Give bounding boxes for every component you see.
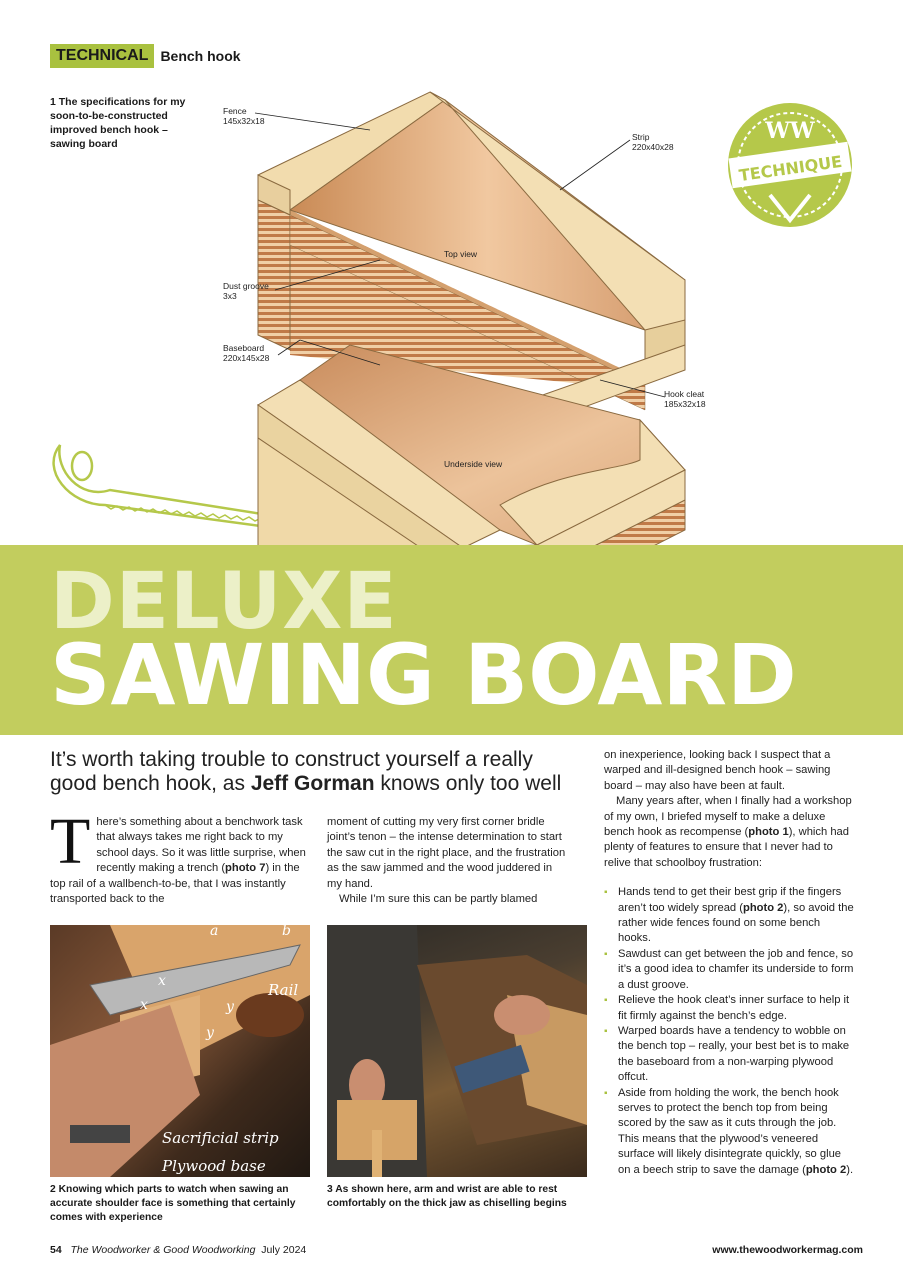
label-strip-dim: 220x40x28 [632, 142, 674, 152]
footer-left [50, 1244, 306, 1256]
photo1-label-b: b [282, 925, 291, 939]
body-column-3 [604, 748, 856, 1178]
photo1-label-ply: Plywood base [162, 1157, 266, 1175]
label-underside-view: Underside view [444, 459, 503, 469]
drop-cap: T [50, 805, 91, 878]
title-line-1: DELUXE [50, 557, 398, 647]
photo1-label-x2: x [140, 997, 148, 1013]
photo-chiselling-illustration [327, 925, 587, 1177]
section-header [50, 44, 241, 68]
list-item-text: Relieve the hook cleat’s inner surface to help it fit firmly against the bench’s edge. [618, 994, 850, 1022]
label-hook-cleat-name: Hook cleat [664, 389, 705, 399]
label-top-view: Top view [444, 249, 478, 259]
label-dust-groove-name: Dust groove [223, 281, 269, 291]
paragraph-1-end: moment of cutting my very first corner bridle joint’s tenon – the intense determination to start the saw cut in the right place, and the frustration as the saw jammed and the wood juddered in my hand. [327, 816, 566, 890]
author-name: Jeff Gorman [250, 772, 375, 795]
label-dust-groove-dim: 3x3 [223, 291, 237, 301]
photo1-label-a: a [210, 925, 219, 939]
list-item [604, 1024, 856, 1086]
page-number: 54 [50, 1244, 62, 1256]
standfirst-text: It’s worth taking trouble to construct yourself a really good bench hook, as [50, 748, 533, 795]
list-item-text-end: ), so avoid the rather wide fences found on some bench hooks. [618, 901, 854, 945]
list-item [604, 947, 856, 993]
paragraph-1-cont: ) in the top rail of a wallbench-to-be, that I was instantly transported back to the [50, 862, 300, 906]
title-banner [0, 545, 903, 735]
paragraph-2-end: on inexperience, looking back I suspect that a warped and ill-designed bench hook – sawing board – may also have been at fault. [604, 749, 831, 792]
label-baseboard-name: Baseboard [223, 343, 265, 353]
photo-sawing [50, 925, 310, 1177]
photo1-label-x1: x [158, 973, 166, 989]
photo3-caption: 3 As shown here, arm and wrist are able to rest comfortably on the thick jaw as chiselling begins [327, 1184, 567, 1209]
label-strip-name: Strip [632, 132, 650, 142]
label-fence-dim: 145x32x18 [223, 116, 265, 126]
label-dust-groove [223, 281, 269, 301]
label-baseboard [223, 343, 269, 363]
issue-date: July 2024 [261, 1244, 307, 1256]
website-link[interactable]: www.thewoodworkermag.com [712, 1244, 863, 1256]
list-item-text: Sawdust can get between the job and fence, so it’s a good idea to chamfer its underside to form a dust groove. [618, 947, 854, 991]
label-fence-name: Fence [223, 106, 247, 116]
stamp-technique: TECHNIQUE [737, 151, 844, 186]
list-item [604, 885, 856, 947]
list-item-text: Hands tend to get their best grip if the fingers aren’t too widely spread ( [618, 886, 842, 914]
paragraph-3 [604, 794, 856, 871]
label-hook-cleat-dim: 185x32x18 [664, 399, 706, 409]
body-column-2 [327, 815, 567, 907]
page-footer [50, 1244, 863, 1256]
list-item-text: Aside from holding the work, the bench hook serves to protect the bench top from being scored by the saw as it cuts through the job. This means that the plywood’s veneered surface will likely disintegrate quickly, so glue on a beech strip to save the damage ( [618, 1086, 842, 1176]
feature-list [604, 885, 856, 1178]
label-strip [632, 132, 674, 152]
list-item-text-end: ). [846, 1163, 854, 1176]
standfirst [50, 748, 570, 796]
list-item-text: Warped boards have a tendency to wobble on the bench top – really, your best bet is to make the baseboard from a non-warping plywood offcut. [618, 1024, 850, 1084]
label-hook-cleat [664, 389, 706, 409]
photo-ref: photo 1 [748, 826, 789, 839]
section-badge: TECHNICAL [50, 44, 154, 68]
paragraph-2-start: While I’m sure this can be partly blamed [339, 893, 538, 906]
standfirst-text-end: knows only too well [374, 772, 562, 795]
photo-ref: photo 2 [805, 1163, 847, 1176]
stamp-ww: WW [765, 118, 815, 144]
photo1-label-strip: Sacrificial strip [162, 1129, 279, 1147]
photo-sawing-illustration [50, 925, 310, 1177]
list-item [604, 1086, 856, 1178]
section-subtitle: Bench hook [160, 48, 241, 64]
photo2-caption: 2 Knowing which parts to watch when sawing an accurate shoulder face is something that certainly comes with experience [50, 1184, 296, 1223]
technique-stamp [728, 103, 852, 227]
photo1-label-rail: Rail [268, 981, 299, 999]
photo-chiselling [327, 925, 587, 1177]
body-column-1 [50, 805, 312, 907]
photo-ref: photo 2 [743, 901, 784, 914]
paragraph-3-start: Many years after, when I finally had a workshop of my own, I briefed myself to make a deluxe bench hook as recompense ( [604, 795, 852, 839]
photo1-label-y1: y [226, 999, 234, 1015]
magazine-name: The Woodworker & Good Woodworking [70, 1244, 256, 1256]
list-item [604, 993, 856, 1024]
label-fence [223, 106, 265, 126]
paragraph-1-start: here’s something about a benchwork task that always takes me right back to my school days. So it was little surprise, when recently making a trench ( [96, 816, 306, 875]
figure1-caption: 1 The specifications for my soon-to-be-constructed improved bench hook – sawing board [50, 96, 186, 150]
paragraph-3-end: ), which had plenty of features to ensure that I never had to relive that schoolboy frustration: [604, 826, 850, 869]
photo-ref: photo 7 [225, 862, 266, 875]
label-baseboard-dim: 220x145x28 [223, 353, 270, 363]
photo1-label-y2: y [206, 1025, 214, 1041]
title-line-2: SAWING BOARD [50, 626, 797, 724]
